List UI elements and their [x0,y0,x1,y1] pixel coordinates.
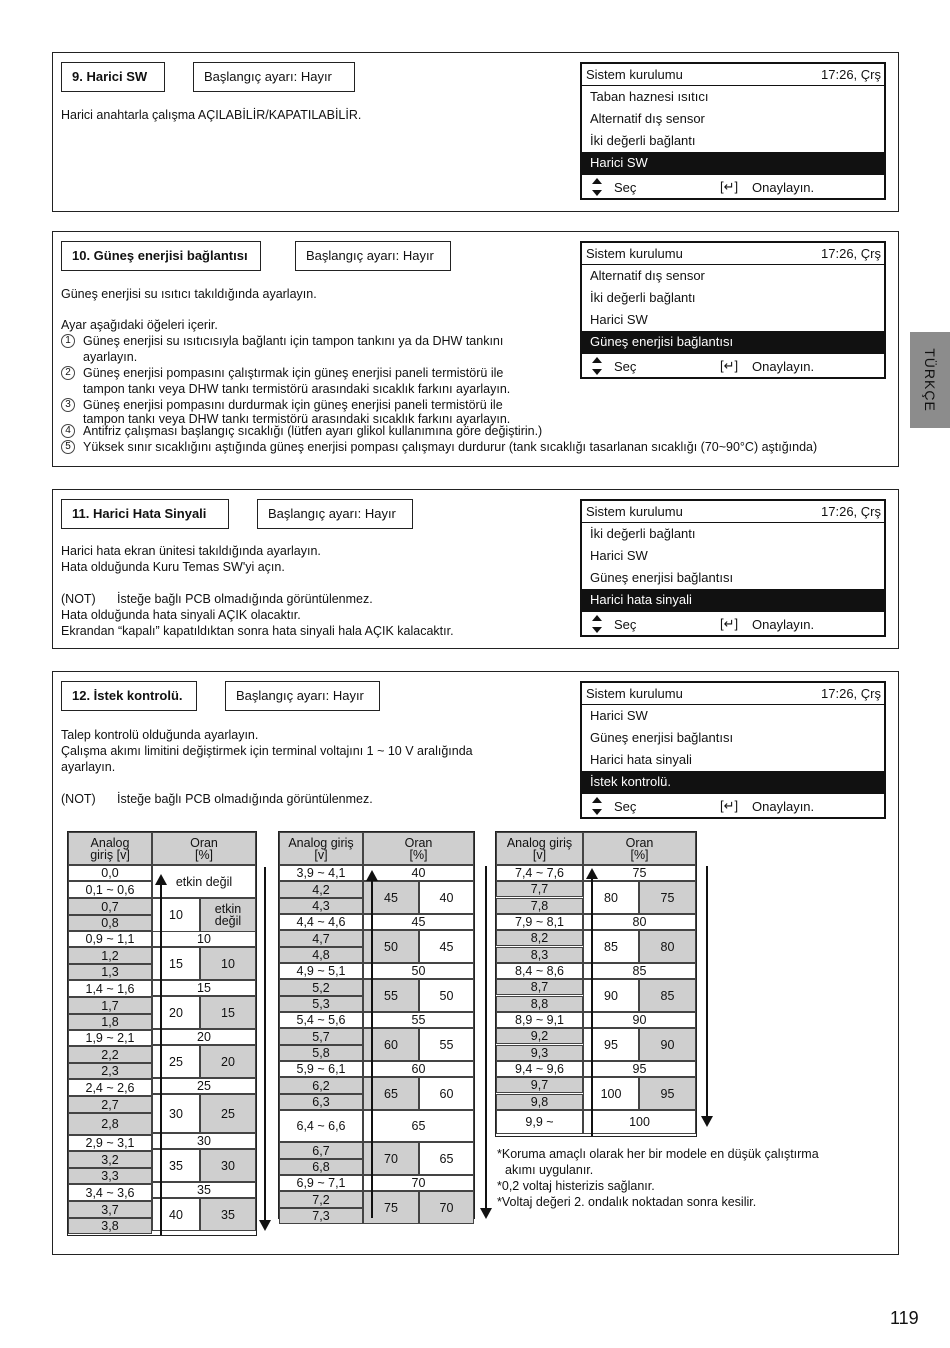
table-cell: 10 [152,898,200,932]
arrow-down-head [701,1116,713,1127]
table-cell: 8,7 [496,979,583,995]
table-cell: 1,4 ~ 1,6 [68,980,152,997]
table-cell: 35 [200,1198,256,1231]
table-cell: 50 [419,979,474,1012]
initial-setting: Başlangıç ayarı: Hayır [257,499,413,529]
table-cell: 6,2 [279,1077,363,1094]
table-cell: 85 [583,930,639,963]
table-cell: 2,9 ~ 3,1 [68,1135,152,1151]
header-ratio: Oran [%] [583,832,696,865]
table-cell: 8,8 [496,996,583,1012]
table-cell: 50 [363,930,419,963]
table-cell: 0,9 ~ 1,1 [68,931,152,947]
table-cell: 55 [363,1012,474,1028]
table-cell: 0,7 [68,898,152,915]
up-down-arrow-icon [592,797,602,815]
table-cell: 45 [363,914,474,930]
table-cell: 15 [152,947,200,980]
list-item: 4 Antifriz çalışması başlangıç sıcaklığı (lütfen ayarı glikol kullanımına göre değiştirin.) [61,423,817,439]
table-cell: 75 [639,881,696,914]
table-cell: 50 [363,963,474,979]
language-side-tab: TÜRKÇE [910,332,950,428]
table-cell: 3,8 [68,1218,152,1234]
section-solar [52,231,899,467]
menu-item[interactable]: Harici hata sinyali [590,752,692,767]
table-cell: 85 [583,963,696,979]
arrow-up [591,876,593,1136]
table-cell: 15 [200,996,256,1029]
panel-title: Sistem kurulumu [586,67,683,82]
system-setup-panel [580,681,886,819]
table-cell: 85 [639,979,696,1012]
table-cell: 7,3 [279,1208,363,1224]
table-cell: 100 [583,1077,639,1110]
table-cell: 6,7 [279,1142,363,1159]
table-cell: 5,2 [279,979,363,996]
table-cell: 8,2 [496,930,583,946]
description: Harici anahtarla çalışma AÇILABİLİR/KAPATILABİLİR. [61,108,362,122]
table-cell: 25 [152,1045,200,1078]
table-cell: 6,9 ~ 7,1 [279,1175,363,1191]
panel-title: Sistem kurulumu [586,686,683,701]
initial-setting: Başlangıç ayarı: Hayır [295,241,451,271]
table-cell: 0,0 [68,865,152,881]
menu-item-selected[interactable]: Güneş enerjisi bağlantısı [582,331,884,353]
list-item: 3 Güneş enerjisi pompasını durdurmak için güneş enerjisi paneli termistörü ile tampon tankı veya DHW tankı termistörü arasındaki sıcaklık farkını ayarlayın. [61,397,817,427]
arrow-up [160,882,162,1235]
page-number: 119 [890,1308,919,1328]
menu-item[interactable]: Alternatif dış sensor [590,111,705,126]
table-cell: 80 [639,930,696,963]
table-cell: 9,4 ~ 9,6 [496,1061,583,1077]
system-setup-panel [580,241,886,379]
enter-icon: [↵] [720,616,739,631]
select-label: Seç [614,359,637,374]
table-cell: 90 [583,1012,696,1028]
table-cell: 5,8 [279,1045,363,1061]
arrow-up-head [586,868,598,879]
table-cell: 55 [363,979,419,1012]
table-cell: 20 [200,1045,256,1078]
table-cell: 90 [583,979,639,1012]
table-cell: 70 [363,1142,419,1175]
table-cell: etkin değil [200,898,256,932]
table-cell: 7,4 ~ 7,6 [496,865,583,881]
table-cell: 70 [363,1175,474,1191]
table-cell: 4,4 ~ 4,6 [279,914,363,930]
table-cell: 1,2 [68,947,152,964]
table-cell: 95 [639,1077,696,1110]
footnotes: *Koruma amaçlı olarak her bir modele en düşük çalıştırma akımı uygulanır. *0,2 voltaj histerizis sağlanır. *Voltaj değeri 2. ondalık noktadan sonra kesilir. [497,1147,819,1209]
menu-item-selected[interactable]: Harici hata sinyali [582,589,884,611]
table-cell: 3,7 [68,1201,152,1218]
menu-item[interactable]: İki değerli bağlantı [590,133,696,148]
menu-item[interactable]: Güneş enerjisi bağlantısı [590,570,734,585]
table-cell: 8,9 ~ 9,1 [496,1012,583,1028]
menu-item[interactable]: Güneş enerjisi bağlantısı [590,730,734,745]
description: Talep kontrolü olduğunda ayarlayın. Çalışma akımı limitini değiştirmek için terminal voltajını 1 ~ 10 V aralığında ayarlayın. (NOT) İsteğe bağlı PCB olmadığında görüntülenmez. [61,728,473,806]
table-cell: 40 [363,865,474,881]
system-setup-panel [580,499,886,637]
arrow-down [706,866,708,1118]
table-cell: 60 [419,1077,474,1110]
up-down-arrow-icon [592,615,602,633]
table-cell: 45 [363,881,419,914]
menu-item-selected[interactable]: Harici SW [582,152,884,174]
arrow-down [485,866,487,1210]
table-cell: 65 [419,1142,474,1175]
table-cell: 1,8 [68,1014,152,1030]
table-cell: 2,3 [68,1063,152,1079]
section-external-error [52,489,899,649]
table-cell: 0,8 [68,915,152,931]
table-cell: 1,9 ~ 2,1 [68,1030,152,1046]
initial-setting: Başlangıç ayarı: Hayır [193,62,355,92]
table-cell: 7,8 [496,898,583,914]
table-cell: 3,4 ~ 3,6 [68,1184,152,1201]
table-cell: 9,7 [496,1077,583,1093]
section-harici-sw [52,52,899,212]
menu-item-selected[interactable]: İstek kontrolü. [582,771,884,793]
table-cell: 8,4 ~ 8,6 [496,963,583,979]
table-cell: 75 [363,1191,419,1224]
enter-icon: [↵] [720,358,739,373]
table-cell: 7,7 [496,881,583,897]
menu-item[interactable]: Taban haznesi ısıtıcı [590,89,709,104]
select-label: Seç [614,180,637,195]
table-cell: 5,4 ~ 5,6 [279,1012,363,1028]
note-label: (NOT) [61,592,96,606]
list-item: 2 Güneş enerjisi pompasını çalıştırmak için güneş enerjisi paneli termistörü ile tampon tankı veya DHW tankı termistörü arasındaki sıcaklık farkını ayarlayın. [61,365,817,397]
table-cell: 20 [152,996,200,1029]
table-cell: 6,3 [279,1094,363,1110]
table-cell: 20 [152,1029,256,1045]
list-item: 5 Yüksek sınır sıcaklığını aştığında güneş enerjisi pompası çalışmayı durdurur (tank sıcaklığı tasarlanan sıcaklığı (70~90°C) aştığında) [61,439,817,455]
menu-item[interactable]: İki değerli bağlantı [590,290,696,305]
header-ratio: Oran [%] [152,832,256,865]
table-cell: 2,2 [68,1046,152,1063]
menu-item[interactable]: Harici SW [590,548,648,563]
panel-title: Sistem kurulumu [586,504,683,519]
table-cell: 55 [419,1028,474,1061]
table-cell: 80 [583,881,639,914]
table-cell: 6,4 ~ 6,6 [279,1110,363,1142]
confirm-label: Onaylayın. [752,799,815,814]
table-cell: 9,3 [496,1045,583,1061]
table-cell: 65 [363,1110,474,1142]
menu-item[interactable]: Harici SW [590,312,648,327]
panel-time: 17:26, Çrş [821,67,881,82]
table-cell: 60 [363,1061,474,1077]
arrow-up-head [366,870,378,881]
enter-icon: [↵] [720,798,739,813]
table-cell: 80 [583,914,696,930]
initial-setting: Başlangıç ayarı: Hayır [225,681,380,711]
arrow-up-head [155,874,167,885]
up-down-arrow-icon [592,357,602,375]
note-label: (NOT) [61,792,96,806]
confirm-label: Onaylayın. [752,180,815,195]
table-cell: 25 [200,1094,256,1133]
analog-table-1 [67,831,257,1236]
table-cell: 75 [583,865,696,881]
table-cell: 3,2 [68,1151,152,1168]
table-cell: 4,7 [279,930,363,947]
arrow-down-head [259,1220,271,1231]
panel-title: Sistem kurulumu [586,246,683,261]
table-cell: 35 [152,1182,256,1198]
analog-table-2 [278,831,475,1223]
table-cell: 35 [152,1149,200,1182]
table-cell: 4,9 ~ 5,1 [279,963,363,979]
table-cell: 7,9 ~ 8,1 [496,914,583,930]
header-voltage: Analog giriş [v] [496,832,583,865]
table-cell: 2,4 ~ 2,6 [68,1079,152,1096]
table-cell: 95 [583,1028,639,1061]
table-cell: 40 [152,1198,200,1231]
table-cell: 0,1 ~ 0,6 [68,881,152,898]
confirm-label: Onaylayın. [752,359,815,374]
table-cell: 9,8 [496,1094,583,1110]
table-cell: 4,8 [279,947,363,963]
table-cell: 100 [583,1110,696,1134]
header-voltage: Analog giriş [v] [279,832,363,865]
table-cell: 1,3 [68,964,152,980]
table-cell: 60 [363,1028,419,1061]
table-cell: 5,9 ~ 6,1 [279,1061,363,1077]
table-cell: 5,7 [279,1028,363,1045]
table-cell: 2,8 [68,1113,152,1135]
table-cell: 8,3 [496,947,583,963]
table-cell: 40 [419,881,474,914]
table-cell: 7,2 [279,1191,363,1208]
description: Harici hata ekran ünitesi takıldığında ayarlayın. Hata olduğunda Kuru Temas SW'yi açın. (NOT) İsteğe bağlı PCB olmadığında görüntülenmez. Hata olduğunda hata sinyali AÇIK olacaktır. Ekrandan “kapalı” kapatıldıktan sonra hata sinyali hala AÇIK kalacaktır. [61,544,454,638]
header-voltage: Analog giriş [v] [68,832,152,865]
table-cell: 5,3 [279,996,363,1012]
table-cell: 65 [363,1077,419,1110]
enter-icon: [↵] [720,179,739,194]
table-cell: 9,2 [496,1028,583,1044]
confirm-label: Onaylayın. [752,617,815,632]
table-cell: 95 [583,1061,696,1077]
panel-time: 17:26, Çrş [821,686,881,701]
table-cell: 2,7 [68,1096,152,1113]
select-label: Seç [614,617,637,632]
table-cell: 30 [152,1133,256,1149]
panel-time: 17:26, Çrş [821,246,881,261]
arrow-down-head [480,1208,492,1219]
table-cell: 25 [152,1078,256,1094]
description: Güneş enerjisi su ısıtıcı takıldığında ayarlayın. Ayar aşağıdaki öğeleri içerir. 1 Güneş enerjisi su ısıtıcısıyla bağlantı için tampon tankını ya da DHW tankını ayarlayın. 2 Güneş enerjisi pompasını çalıştırmak için güneş enerjisi paneli termistörü ile tampon tankı veya DHW tankı termistörü arasındaki sıcaklık farkını ayarlayın. 3 Güneş enerjisi pompasını durdurmak için güneş enerjisi paneli termistörü ile tampon tankı veya DHW tankı termistörü arasındaki sıcaklık farkını ayarlayın. 4 Antifriz çalışması başlangıç sıcaklığı (lütfen ayarı glikol kullanımına göre değiştirin.) 5 Yüksek sınır sıcaklığını aştığında güneş enerjisi pompası çalışmayı durdurur (tank sıcaklığı tasarlanan sıcaklığı (70~90°C) aştığında) [61,287,818,454]
header-ratio: Oran [%] [363,832,474,865]
table-cell: 10 [152,931,256,947]
table-cell: 4,3 [279,898,363,914]
table-cell: 30 [152,1094,200,1133]
section-title: 12. İstek kontrolü. [61,681,197,711]
table-cell: 15 [152,980,256,996]
analog-table-3 [495,831,697,1137]
table-cell: 45 [419,930,474,963]
table-cell: 3,3 [68,1168,152,1184]
table-cell: 30 [200,1149,256,1182]
select-label: Seç [614,799,637,814]
table-cell: 90 [639,1028,696,1061]
section-title: 10. Güneş enerjisi bağlantısı [61,241,261,271]
menu-item[interactable]: Alternatif dış sensor [590,268,705,283]
list-item: 1 Güneş enerjisi su ısıtıcısıyla bağlantı için tampon tankını ya da DHW tankını ayarlayın. [61,333,817,365]
table-cell: 10 [200,947,256,980]
panel-time: 17:26, Çrş [821,504,881,519]
system-setup-panel [580,62,886,200]
table-cell: 4,2 [279,881,363,898]
section-title: 11. Harici Hata Sinyali [61,499,229,529]
table-cell: 9,9 ~ [496,1110,583,1134]
table-cell: etkin değil [152,865,256,898]
section-title: 9. Harici SW [61,62,165,92]
table-cell: 6,8 [279,1159,363,1175]
table-cell: 1,7 [68,997,152,1014]
arrow-up [371,878,373,1218]
table-cell: 70 [419,1191,474,1224]
arrow-down [264,867,266,1222]
up-down-arrow-icon [592,178,602,196]
menu-item[interactable]: İki değerli bağlantı [590,526,696,541]
table-cell: 3,9 ~ 4,1 [279,865,363,881]
menu-item[interactable]: Harici SW [590,708,648,723]
